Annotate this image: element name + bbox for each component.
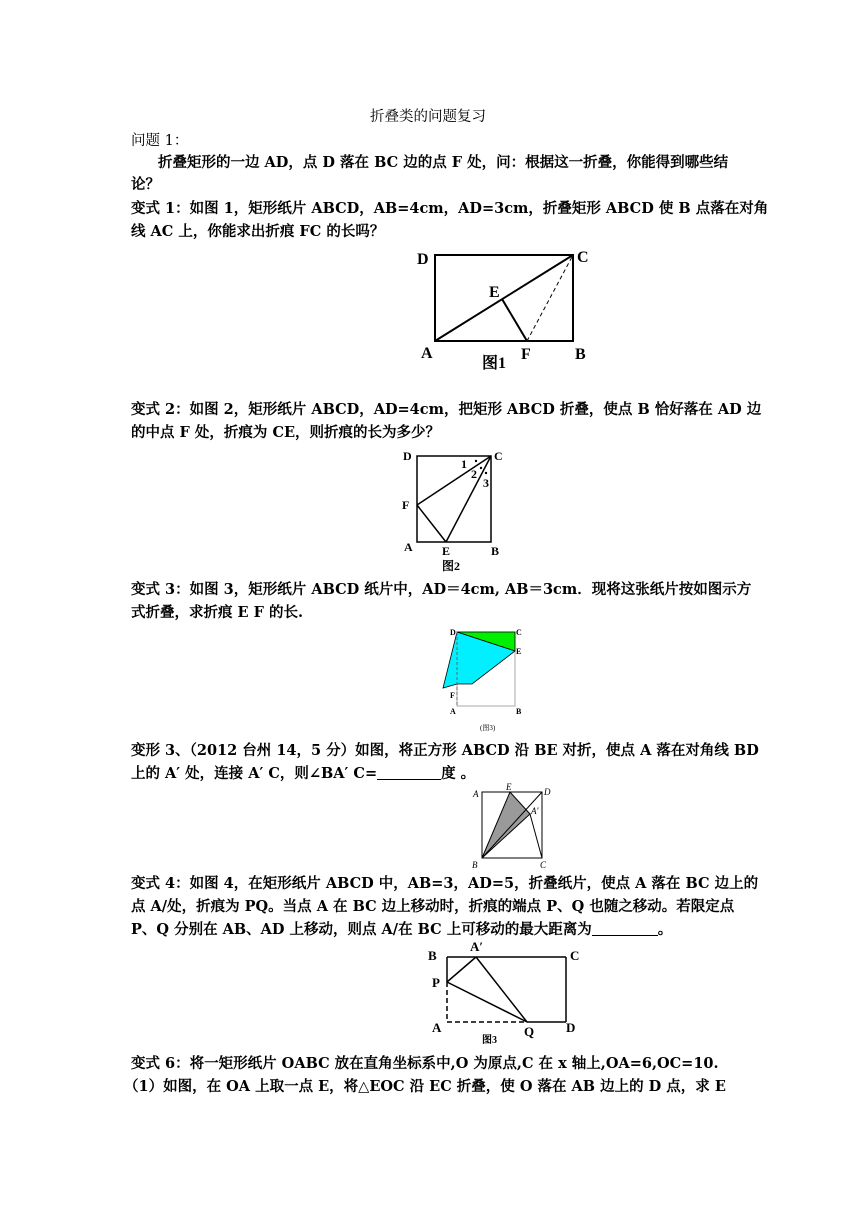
fig2-label-b: B [491, 544, 500, 558]
fig3-label-e: E [516, 647, 522, 656]
fig2-rectangle [417, 456, 491, 542]
fig2-caption: 图2 [442, 559, 461, 573]
gray-folded-triangle [482, 792, 530, 858]
variant-4-text-line1: 变式 4：如图 4，在矩形纸片 ABCD 中，AB=3，AD=5，折叠纸片，使点 A 落在 BC 边上的 [131, 875, 759, 892]
fig1-fold-fc [527, 255, 573, 341]
page-title: 折叠类的问题复习 [370, 109, 486, 125]
figure-bianxing-3 [468, 784, 568, 872]
fig4-label-a-prime: A′ [470, 939, 484, 954]
variant-4-text-line3-a: P、Q 分别在 AB、AD 上移动，则点 A/在 BC 上可移动的最大距离为 [131, 921, 592, 938]
fig2-label-a: A [404, 540, 413, 554]
figure-3 [436, 624, 536, 734]
bianxing-3-text-line2-b: 度 。 [441, 765, 476, 782]
answer-blank[interactable] [377, 765, 441, 780]
fig2-crease-ce [446, 456, 491, 542]
fig4-label-a: A [432, 1020, 442, 1035]
fig2-angle-2: 2 [471, 467, 477, 481]
fig2-dot-2 [480, 467, 482, 469]
problem-1-text-line2: 论？ [131, 176, 160, 193]
fig1-label-c: C [577, 249, 589, 266]
fig2-angle-1: 1 [461, 457, 467, 471]
fig4-segment-pa-prime [447, 957, 476, 982]
variant-1-text-line2: 线 AC 上，你能求出折痕 FC 的长吗？ [131, 223, 385, 240]
fig1-label-a: A [421, 345, 433, 362]
fig4-label-p: P [432, 975, 440, 990]
variant-4-text-line3 [131, 920, 672, 940]
figure-4 [420, 940, 590, 1048]
variant-2-text-line1: 变式 2：如图 2，矩形纸片 ABCD，AD=4cm，把矩形 ABCD 折叠，使点 B 恰好落在 AD 边 [131, 401, 762, 418]
problem-1-text-line1: 折叠矩形的一边 AD，点 D 落在 BC 边的点 F 处，问：根据这一折叠，你能得到哪些结 [158, 154, 729, 171]
bianxing-3-text-line1: 变形 3、（2012 台州 14，5 分）如图，将正方形 ABCD 沿 BE 对折，使点 A 落在对角线 BD [131, 742, 759, 759]
figb3-label-a: A [473, 789, 479, 799]
fig2-label-f: F [402, 498, 410, 512]
fig1-caption: 图1 [482, 355, 507, 372]
fig3-label-f: F [450, 691, 455, 700]
problem-1-label: 问题 1： [131, 133, 189, 149]
figb3-label-b: B [472, 860, 478, 870]
bianxing-3-text-line2-a: 上的 A′ 处，连接 A′ C，则∠BA′ C= [131, 765, 378, 782]
bianxing-3-text-line2 [131, 764, 475, 784]
figb3-label-a-prime: A' [531, 806, 539, 816]
fig4-label-c: C [570, 948, 580, 963]
fig2-label-c: C [494, 449, 503, 463]
fig3-caption: (图3) [480, 724, 496, 732]
fig1-segment-ef [502, 299, 527, 341]
figure-2 [398, 447, 518, 577]
fig1-label-b: B [575, 346, 586, 363]
fig3-label-b: B [516, 707, 522, 716]
fig4-label-b: B [428, 948, 437, 963]
fig2-dot-1 [475, 460, 477, 462]
fig1-label-f: F [521, 346, 531, 363]
fig2-dot-3 [485, 472, 487, 474]
figure-1 [410, 245, 610, 375]
segment-apc [530, 814, 542, 858]
variant-1-text-line1: 变式 1：如图 1，矩形纸片 ABCD，AB=4cm，AD=3cm，折叠矩形 ABCD 使 B 点落在对角 [131, 200, 769, 217]
variant-4-text-line3-b: 。 [657, 921, 673, 938]
fig1-label-d: D [417, 251, 429, 268]
fig3-label-d: D [450, 628, 456, 637]
fig2-angle-3: 3 [483, 476, 489, 490]
fig2-label-e: E [442, 544, 451, 558]
fig2-segment-fc [417, 456, 491, 505]
variant-3-text-line2: 式折叠，求折痕 E F 的长. [131, 604, 304, 621]
variant-6-text-line2: （1）如图，在 OA 上取一点 E，将△EOC 沿 EC 折叠，使 O 落在 AB 边上的 D 点，求 E [124, 1078, 726, 1095]
fig4-segment-a-prime-q [476, 957, 527, 1022]
answer-blank-2[interactable] [592, 921, 658, 936]
fig4-label-q: Q [524, 1024, 535, 1039]
fig4-crease-pq [447, 982, 527, 1022]
variant-4-text-line2: 点 A/处，折痕为 PQ。当点 A 在 BC 边上移动时，折痕的端点 P、Q 也随之移动。若限定点 [131, 898, 735, 915]
figb3-label-e: E [506, 782, 512, 792]
fig4-label-d: D [566, 1020, 576, 1035]
figb3-label-d: D [544, 787, 551, 797]
figb3-label-c: C [540, 860, 547, 870]
fig1-label-e: E [489, 284, 500, 301]
fig3-label-c: C [516, 628, 522, 637]
fig3-label-a: A [450, 707, 456, 716]
fig1-diagonal-ac [435, 255, 573, 341]
variant-6-text-line1: 变式 6：将一矩形纸片 OABC 放在直角坐标系中,O 为原点,C 在 x 轴上,OA=6,OC=10. [131, 1055, 719, 1072]
fig2-segment-fe [417, 505, 446, 542]
fig4-caption: 图3 [482, 1035, 497, 1046]
variant-2-text-line2: 的中点 F 处，折痕为 CE，则折痕的长为多少？ [131, 424, 441, 441]
variant-3-text-line1: 变式 3：如图 3，矩形纸片 ABCD 纸片中，AD＝4cm, AB＝3cm．现将这张纸片按如图示方 [131, 581, 752, 598]
fig2-label-d: D [403, 449, 412, 463]
